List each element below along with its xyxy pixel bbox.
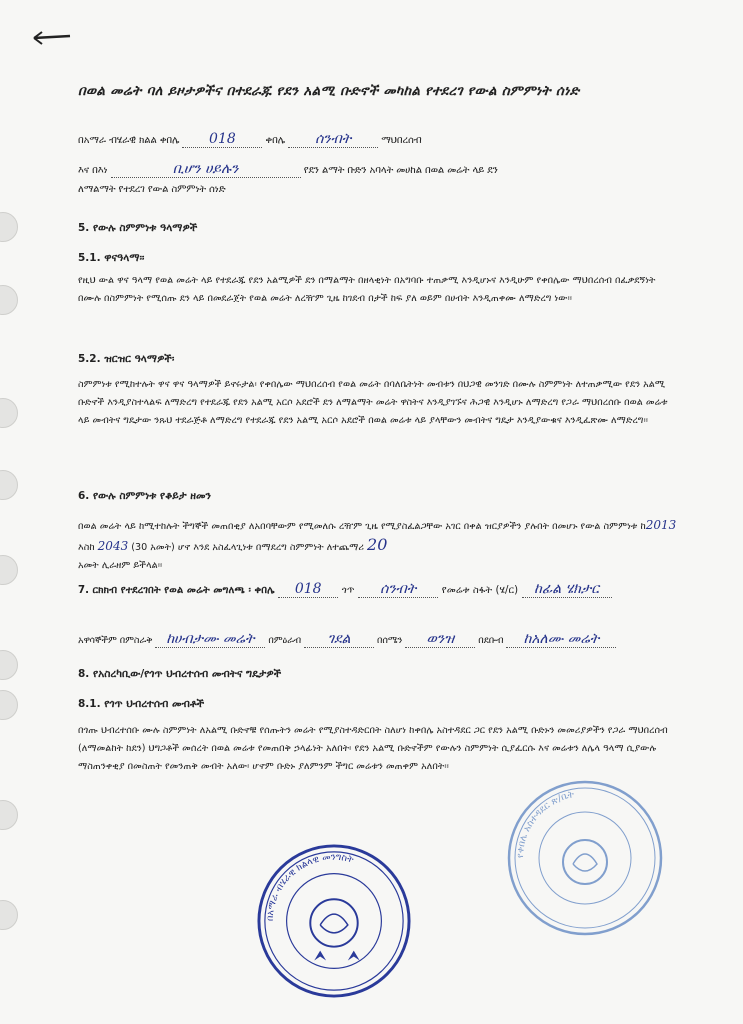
section-8-heading: 8. የአስረካቢው/የጎጥ ህብረተሰብ መብትና ግዴታዎች	[78, 668, 282, 680]
official-stamp-left	[255, 842, 413, 1000]
handwritten-start-year: 2013	[645, 518, 677, 532]
party-line-1: በአማራ ብሄራዊ ክልል ቀበሌ 018 ቀበሌ ሰንብት ማህበረሰብ	[78, 131, 422, 147]
section-5-1-heading: 5.1. ዋናዓላማ፡፡	[78, 252, 145, 264]
handwritten-kebele-no: 018	[278, 582, 338, 598]
section-6-heading: 6. የውሉ ስምምነቱ የቆይታ ዘመን	[78, 490, 211, 502]
svg-text:የቀበሌ አስተዳደር ጽ/ቤት: የቀበሌ አስተዳደር ጽ/ቤት	[514, 788, 576, 859]
svg-text:በአማራ ብሄራዊ ክልላዊ መንግስት: በአማራ ብሄራዊ ክልላዊ መንግስት	[264, 851, 355, 922]
punch-hole	[0, 555, 18, 585]
handwritten-got: ሰንብት	[288, 132, 378, 148]
section-8-1-paragraph: በጎጡ ህብረተሰቡ ሙሉ ስምምነት ለአልሚ ቡድኖቹ የሰጡትን መሬት የሚያስተዳድርበት ስለሆነ ከቀበሌ አስተዳደር ጋር የደን አልሚ ቡድኑን መመሪያዎችን የጋራ ማህበረሰብ (ለማመልከት ከደን) ህግጋቶች መሰረት በወል መሬቱ የመጠበቅ ኃላፊነት አለበት፡ የደን አልሚ ቡድኖችም የውሉን ስምምነት ሲያፈርሱ እና መሬቱን ለሌላ ዓላማ ሲያውሉ ማስጠንቀቂያ በመስጠት የመንጠቅ መብት አለው፡ ሆኖም ቡድኑ ያለምንም ችግር መሬቱን መጠቀም አለበት፡፡	[78, 725, 668, 772]
handwritten-got-name: ሰንብት	[358, 582, 438, 598]
handwritten-north: ወንዝ	[405, 632, 475, 648]
handwritten-west: ገደል	[304, 632, 374, 648]
section-6-paragraph: በወል መሬት ላይ ከሚተከሉት ችግኞች መጠበቂያ ለአበባቸውም የሚመለሱ ረዥም ጊዜ የሚያስፈልጋቸው አገር በቀል ዝርያዎችን ያሉበት በመሆኑ የውል ስምምነቱ ከ2013 እስከ 2043 (30 አመት) ሆኖ እንደ አስፈላጊነቱ በማደረግ ስምምነት ለተጨማሪ 20 አመት ሊራዘም ይችላል፡፡	[78, 518, 677, 571]
section-8-1-heading: 8.1. የጎጥ ህብረተሰብ መብቶች	[78, 698, 205, 710]
boundaries-line: አዋሳኞችም በምስራቅ ከሀብታሙ መሬት በምዕራብ ገደል በሰሜን ወንዝ በደቡብ ከአለሙ መሬት	[78, 632, 616, 648]
party-line-3: ለማልማት የተደረገ የውል ስምምነት ሰነድ	[78, 184, 226, 195]
section-5-1-paragraph: የዚህ ውል ዋና ዓላማ የወል መሬት ላይ የተደራጁ የደን አልሚዎች ደን በማልማት በዘላቂነት በአግባቡ ተጠቃሚ እንዲሆኑና እንዲሁም የቀበሌው ማህበረሰብ በፈቃደኝነት በሙሉ በስምምነት የሚሰጡ ደን ላይ በመደራጀት የወል መሬት ለረዥም ጊዜ ከገደብ በታች ከፍ ያለ ወይም በሀብት እንዲጠቀሙ ለማድረግ ነው፡፡	[78, 275, 656, 304]
handwritten-south: ከአለሙ መሬት	[506, 632, 616, 648]
section-7-line: 7. ርክክብ የተደረገበት የወል መሬት መግለጫ ፡ ቀበሌ 018 ጎጥ ሰንብት የመሬቱ ስፋት (ሄ/ር) ከፊል ሄክታር	[78, 582, 612, 598]
handwritten-group-leader: ቢሆን ሀይሉን	[111, 162, 301, 178]
party-line-2: እና በእነ ቢሆን ሀይሉን የደን ልማት ቡድን አባላት መሀከል በወል መሬት ላይ ደን	[78, 161, 498, 177]
punch-hole	[0, 900, 18, 930]
section-5-2-heading: 5.2. ዝርዝር ዓላማዎች፡	[78, 353, 175, 365]
punch-hole	[0, 800, 18, 830]
punch-hole	[0, 285, 18, 315]
section-5-heading: 5. የውሉ ስምምነቱ ዓላማዎች	[78, 222, 198, 234]
section-5-2-paragraph: ስምምነቱ የሚከተሉት ዋና ዋና ዓላማዎች ይኖሩታል፡ የቀበሌው ማህበረሰብ የወል መሬት በባለቤትነት መብቱን በህጋዊ መንገድ በሙሉ ስምምነት ለተጠቃሚው የደን አልሚ ቡድኖች እንዲያስተላልፍ ለማድረግ የተደራጁ የደን አልሚ አርሶ አደሮች ደን ለማልማት መሬት ዋስትና እንዲያገኙና ሕጋዊ እንዲሆኑ ለማድረግ የጋራ ማህበረሰቡ በወል መሬቱ ላይ መብትና ግዴታው ንጹህ ተደራጅቶ ለማድረግ የተደራጁ የደን አልሚ አርሶ አደሮች በወል መሬቱ ላይ ያላቸውን መብትና ግዴታ እንዲያውቁና እንዲፈጽሙ ለማድረግ፡፡	[78, 379, 668, 426]
handwritten-area: ከፊል ሄክታር	[522, 582, 612, 598]
handwritten-kebele: 018	[182, 132, 262, 148]
punch-hole	[0, 470, 18, 500]
document-title: በወል መሬት ባለ ይዞታዎችና በተደራጁ የደን አልሚ ቡድኖች መካከል የተደረገ የውል ስምምነት ሰነድ	[78, 83, 580, 99]
pen-mark-icon	[30, 22, 74, 52]
punch-hole	[0, 690, 18, 720]
handwritten-east: ከሀብታሙ መሬት	[155, 632, 265, 648]
punch-hole	[0, 398, 18, 428]
official-stamp-right	[505, 778, 665, 938]
handwritten-end-year: 2043	[97, 539, 129, 553]
handwritten-extension: 20	[367, 535, 388, 554]
punch-hole	[0, 212, 18, 242]
punch-hole	[0, 650, 18, 680]
